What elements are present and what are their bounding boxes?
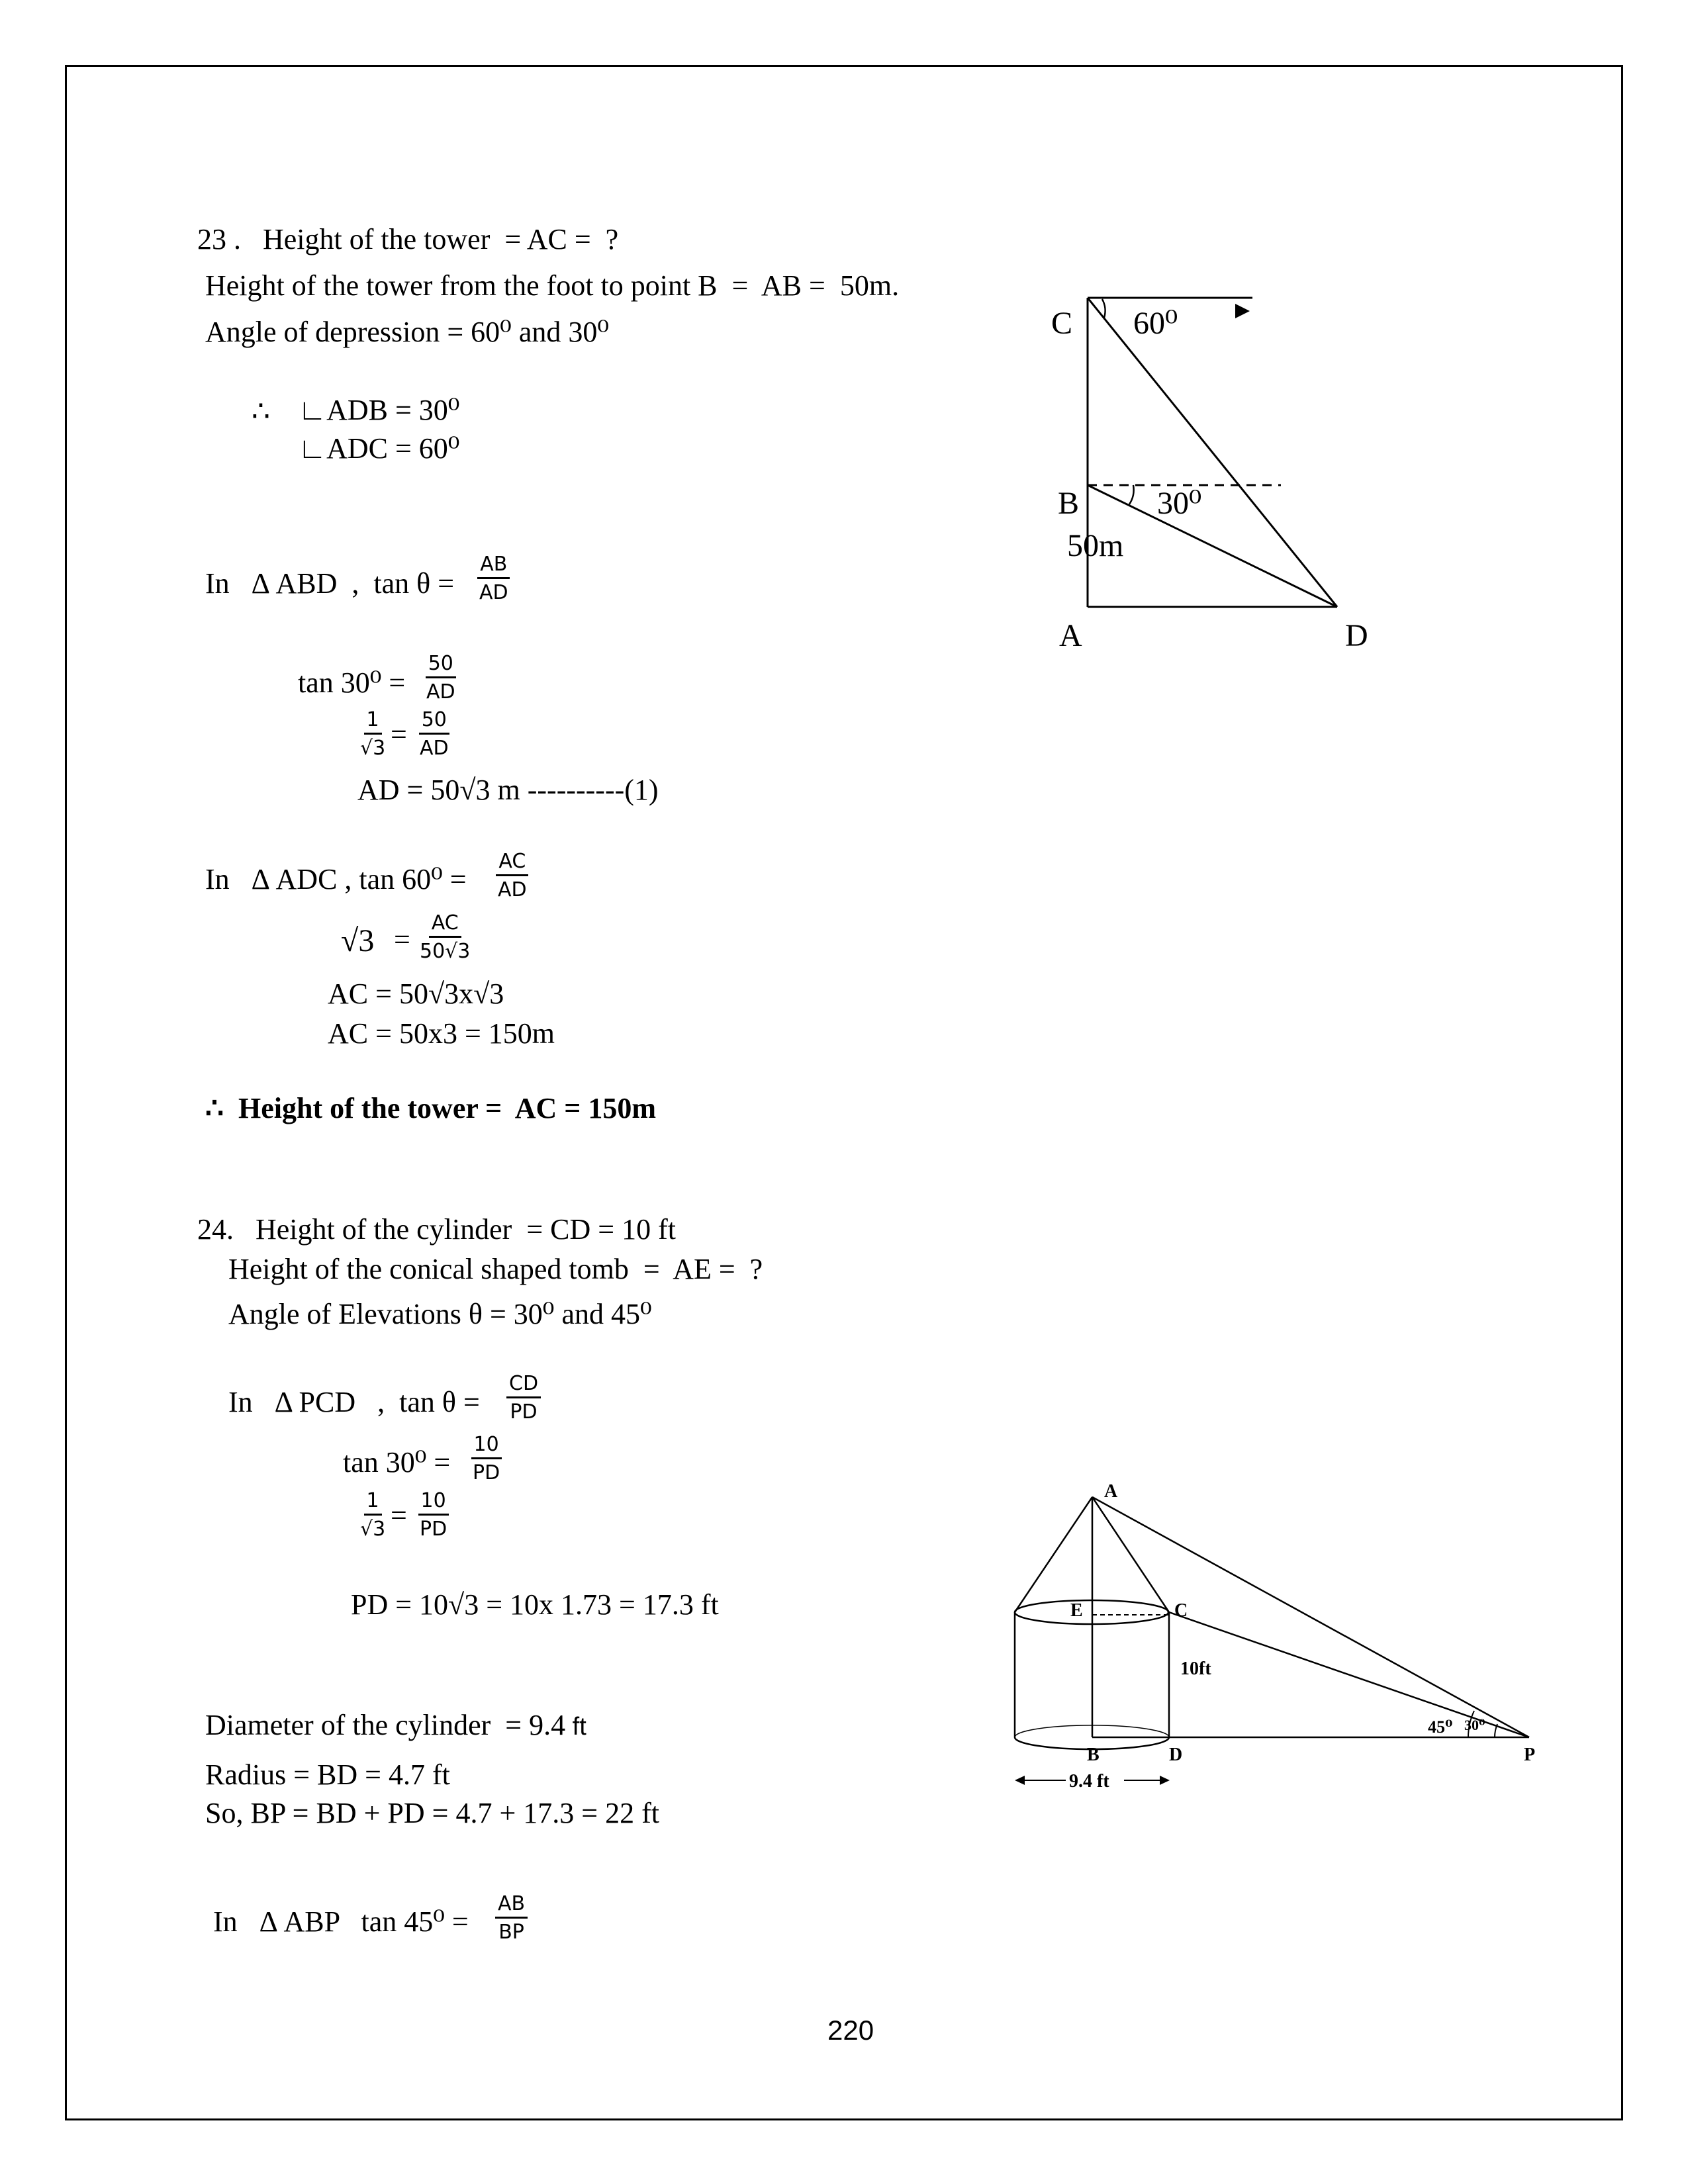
angle-arc-30 (1129, 485, 1134, 504)
q23-ac-line2: AC = 50x3 = 150m (328, 1017, 555, 1050)
q23-heading: 23 . Height of the tower = AC = ? (197, 223, 619, 255)
q23-tower-diagram (1039, 278, 1370, 662)
q23-tan30-label: tan 30⁰ = (298, 666, 406, 699)
left-arrow-icon (1015, 1776, 1025, 1785)
q23-equals: = (391, 718, 407, 751)
q24-pcd-fraction: $\frac{CD}{PD}$ (506, 1374, 541, 1422)
q23-given-ab: Height of the tower from the foot to point B = AB = 50m. (205, 269, 900, 302)
q24-abp-fraction: $\frac{AB}{BP}$ (495, 1894, 528, 1942)
cone-left-edge (1015, 1497, 1092, 1612)
cone-right-edge (1092, 1497, 1169, 1612)
q23-sqrt3: √3 (341, 923, 375, 958)
q24-10-over-pd: $\frac{10}{PD}$ (417, 1491, 449, 1539)
label-30: 30⁰ (1464, 1717, 1485, 1733)
label-50m: 50m (1067, 528, 1124, 563)
label-45: 45⁰ (1428, 1717, 1453, 1737)
label-angle-30: 30⁰ (1157, 486, 1202, 521)
q24-pcd-label: In Δ PCD , tan θ = (228, 1386, 480, 1418)
label-c: C (1051, 306, 1073, 341)
label-angle-60: 60⁰ (1133, 306, 1178, 341)
q24-abp-label: In Δ ABP tan 45⁰ = (213, 1905, 469, 1938)
q24-inverse-sqrt3: $\frac{1}{√3}$ (360, 1489, 386, 1541)
q23-angle-adc: ∟ADC = 60⁰ (298, 432, 460, 465)
q23-adc-fraction: $\frac{AC}{AD}$ (495, 852, 530, 900)
label-b: B (1058, 486, 1080, 521)
q24-bp: So, BP = BD + PD = 4.7 + 17.3 = 22 ft (205, 1797, 659, 1829)
q24-tan30-label: tan 30⁰ = (343, 1446, 451, 1479)
label-b: B (1087, 1745, 1100, 1765)
label-d: D (1169, 1745, 1183, 1765)
q24-equals: = (391, 1499, 407, 1531)
q23-tan30-fraction: $\frac{50}{AD}$ (426, 652, 455, 704)
therefore-symbol: ∴ (252, 395, 270, 428)
line-ap (1092, 1497, 1529, 1737)
q23-ac-line1: AC = 50√3x√3 (328, 978, 504, 1010)
q23-abd-label: In Δ ABD , tan θ = (205, 567, 455, 600)
right-arrow-icon (1160, 1776, 1170, 1785)
label-10ft: 10ft (1180, 1659, 1211, 1679)
q24-radius: Radius = BD = 4.7 ft (205, 1758, 450, 1791)
q23-inverse-sqrt3: $\frac{1}{√3}$ (360, 708, 386, 760)
q23-angle-adb: ∟ADB = 30⁰ (298, 394, 460, 426)
q24-tomb-height: Height of the conical shaped tomb = AE = ? (228, 1253, 763, 1285)
q23-angles: Angle of depression = 60⁰ and 30⁰ (205, 316, 609, 348)
q24-tan30-fraction: $\frac{10}{PD}$ (470, 1435, 502, 1483)
q23-abd-fraction: $\frac{AB}{AD}$ (477, 555, 511, 603)
q24-pd-result: PD = 10√3 = 10x 1.73 = 17.3 ft (351, 1588, 719, 1621)
line-cd (1088, 298, 1337, 607)
arrow-icon (1235, 304, 1250, 318)
label-a: A (1104, 1481, 1118, 1502)
q23-conclusion: ∴ Height of the tower = AC = 150m (205, 1092, 657, 1124)
q23-50-over-ad: $\frac{50}{AD}$ (420, 708, 449, 760)
q24-angles: Angle of Elevations θ = 30⁰ and 45⁰ (228, 1298, 652, 1330)
q24-diameter: Diameter of the cylinder = 9.4 ft (205, 1709, 586, 1741)
page-number: 220 (827, 2015, 874, 2046)
q23-ad-result: AD = 50√3 m ----------(1) (357, 774, 659, 806)
q23-sqrt3-equals: = (394, 923, 410, 956)
q24-tomb-diagram (1006, 1469, 1549, 1800)
label-9-4ft: 9.4 ft (1069, 1771, 1109, 1792)
line-bd (1088, 485, 1337, 607)
label-c: C (1174, 1600, 1188, 1621)
q23-ac-over-50sqrt3: $\frac{AC}{50√3}$ (420, 911, 471, 963)
label-d: D (1345, 618, 1368, 653)
q23-adc-label: In Δ ADC , tan 60⁰ = (205, 863, 467, 895)
label-e: E (1070, 1600, 1083, 1621)
label-a: A (1059, 618, 1082, 653)
label-p: P (1524, 1745, 1536, 1765)
q24-heading: 24. Height of the cylinder = CD = 10 ft (197, 1213, 676, 1246)
